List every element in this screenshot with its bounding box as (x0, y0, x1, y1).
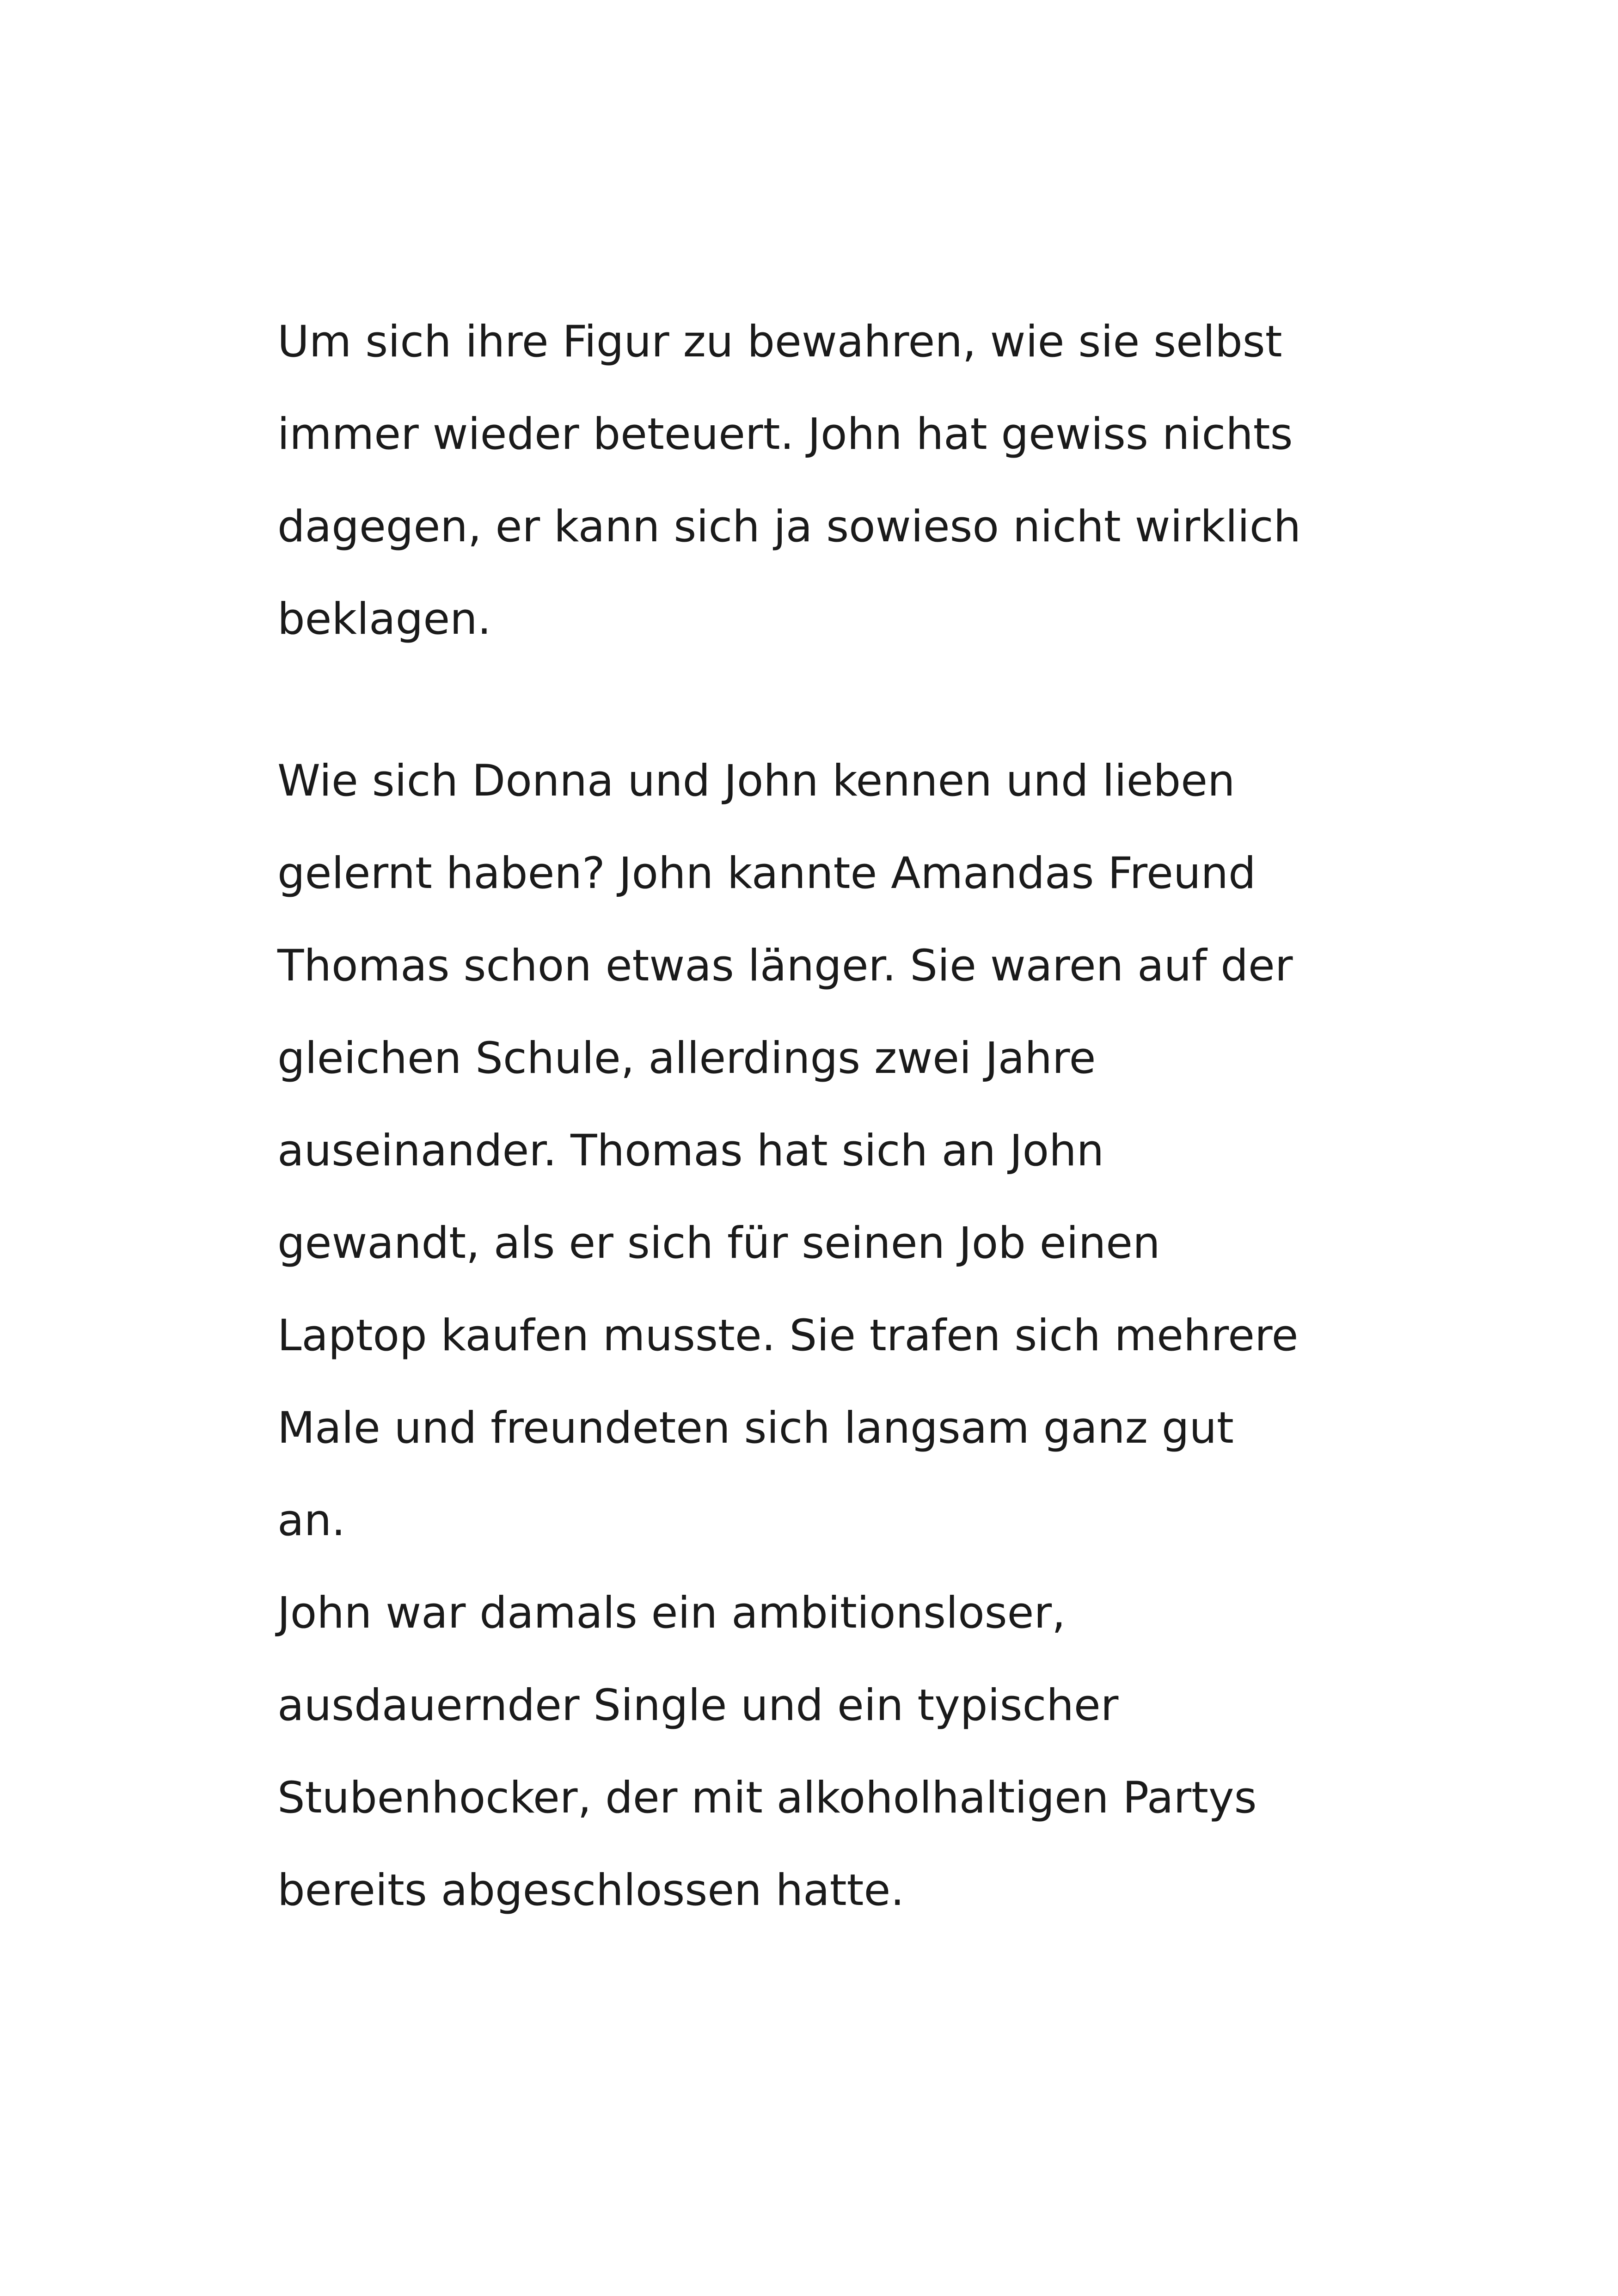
text-line: bereits abgeschlossen hatte. (277, 1865, 905, 1916)
text-line: dagegen, er kann sich ja sowieso nicht wirklich (277, 502, 1301, 552)
text-line: Um sich ihre Figur zu bewahren, wie sie selbst (277, 317, 1282, 367)
text-line: beklagen. (277, 594, 491, 644)
text-line: gleichen Schule, allerdings zwei Jahre (277, 1033, 1096, 1084)
text-line: gewandt, als er sich für seinen Job einen (277, 1218, 1160, 1268)
paragraph-1 (277, 296, 1368, 666)
text-line: Stubenhocker, der mit alkoholhaltigen Partys (277, 1773, 1257, 1823)
paragraph-gap (277, 666, 1368, 735)
text-line: Wie sich Donna und John kennen und lieben (277, 756, 1235, 806)
paragraph-2 (277, 735, 1368, 1937)
text-line: immer wieder beteuert. John hat gewiss nichts (277, 409, 1293, 459)
text-line: John war damals ein ambitionsloser, (277, 1588, 1066, 1638)
text-line: Laptop kaufen musste. Sie trafen sich mehrere (277, 1310, 1299, 1361)
text-line: an. (277, 1495, 346, 1546)
text-line: Thomas schon etwas länger. Sie waren auf der (277, 941, 1293, 991)
text-line: Male und freundeten sich langsam ganz gut (277, 1403, 1234, 1453)
body-text (277, 296, 1368, 1937)
text-line: auseinander. Thomas hat sich an John (277, 1126, 1104, 1176)
text-line: gelernt haben? John kannte Amandas Freund (277, 848, 1256, 899)
text-line: ausdauernder Single und ein typischer (277, 1680, 1119, 1731)
